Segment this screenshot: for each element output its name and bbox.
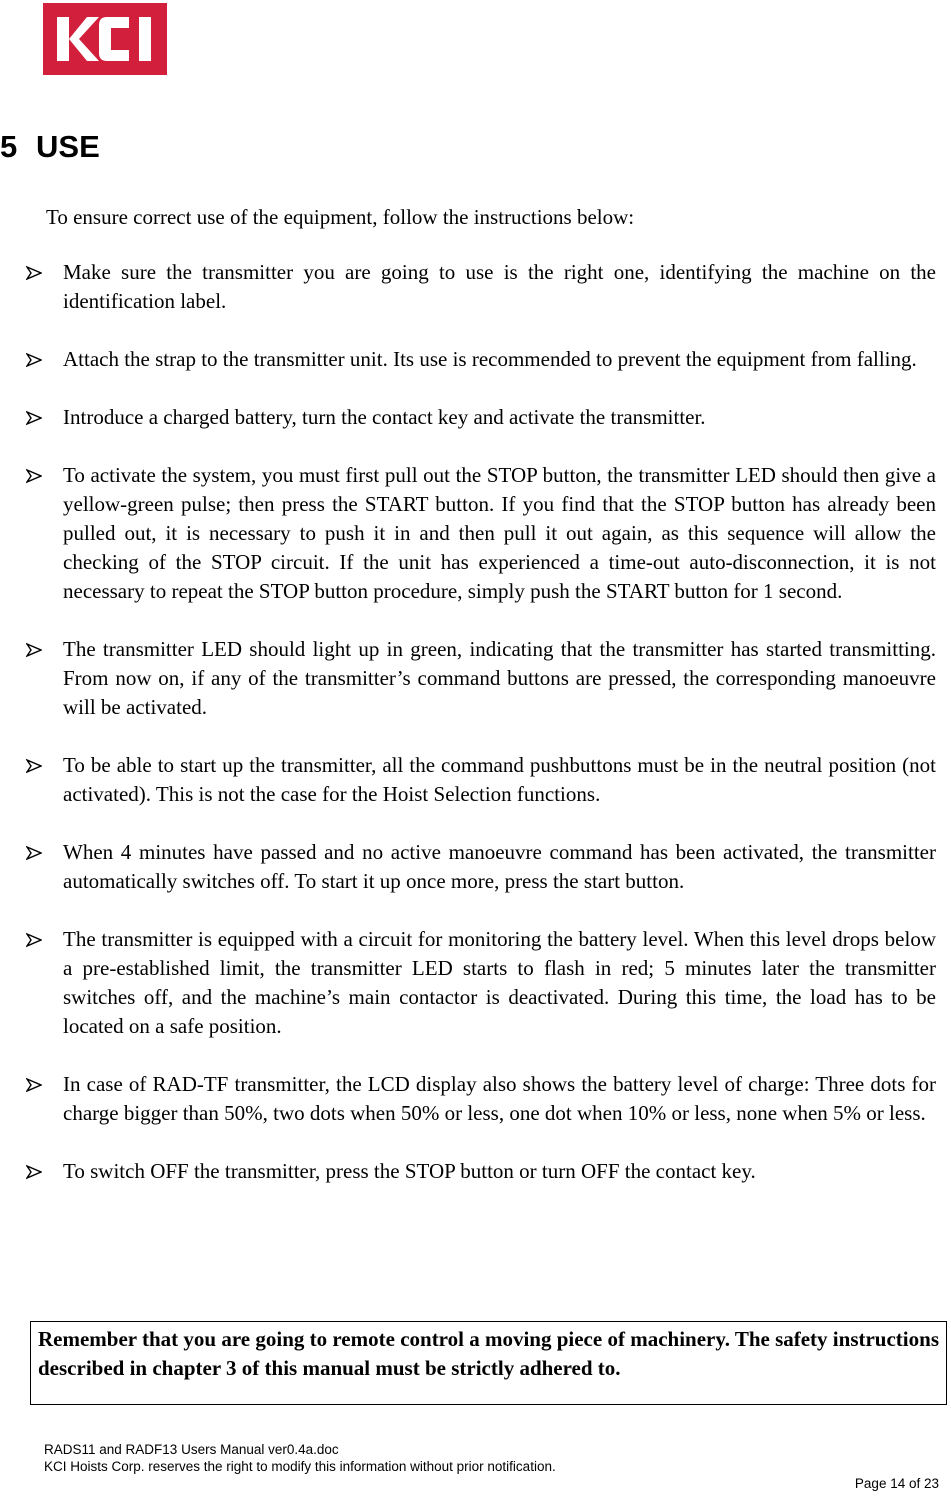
list-item <box>26 461 936 606</box>
list-item-text: The transmitter LED should light up in green, indicating that the transmitter has started transmitting. From now on, if any of the transmitter’s command buttons are pressed, the corresponding manoeuvre will be activated. <box>63 637 936 719</box>
list-item-text: When 4 minutes have passed and no active manoeuvre command has been activated, the transmitter automatically switches off. To start it up once more, press the start button. <box>63 840 936 893</box>
list-item-text: Attach the strap to the transmitter unit. Its use is recommended to prevent the equipment from falling. <box>63 347 917 371</box>
arrow-bullet-icon <box>26 846 42 860</box>
section-title: USE <box>36 129 100 164</box>
arrow-bullet-icon <box>26 1078 42 1092</box>
arrow-bullet-icon <box>26 353 42 367</box>
section-number: 5 <box>0 129 18 164</box>
list-item <box>26 258 936 316</box>
list-item <box>26 751 936 809</box>
list-item-text: Make sure the transmitter you are going to use is the right one, identifying the machine on the identification label. <box>63 260 936 313</box>
list-item-text: To switch OFF the transmitter, press the STOP button or turn OFF the contact key. <box>63 1159 756 1183</box>
arrow-bullet-icon <box>26 1165 42 1179</box>
list-item <box>26 925 936 1041</box>
list-item <box>26 1157 936 1186</box>
list-item <box>26 403 936 432</box>
section-heading <box>0 127 100 167</box>
safety-notice-box <box>30 1321 947 1405</box>
list-item-text: Introduce a charged battery, turn the contact key and activate the transmitter. <box>63 405 706 429</box>
list-item <box>26 635 936 722</box>
list-item-text: The transmitter is equipped with a circuit for monitoring the battery level. When this level drops below a pre-established limit, the transmitter LED starts to flash in red; 5 minutes later the transmitter switches off, and the machine’s main contactor is deactivated. During this time, the load has to be located on a safe position. <box>63 927 936 1038</box>
arrow-bullet-icon <box>26 643 42 657</box>
kci-logo-icon <box>43 3 167 75</box>
arrow-bullet-icon <box>26 266 42 280</box>
intro-text: To ensure correct use of the equipment, follow the instructions below: <box>46 205 635 229</box>
instruction-list <box>26 258 936 1215</box>
page-footer <box>44 1441 939 1492</box>
kci-logo <box>43 3 167 75</box>
arrow-bullet-icon <box>26 933 42 947</box>
safety-notice-text: Remember that you are going to remote control a moving piece of machinery. The safety instructions described in chapter 3 of this manual must be strictly adhered to. <box>38 1327 939 1380</box>
list-item <box>26 345 936 374</box>
arrow-bullet-icon <box>26 759 42 773</box>
footer-disclaimer: KCI Hoists Corp. reserves the right to modify this information without prior notification. <box>44 1459 556 1474</box>
list-item-text: To be able to start up the transmitter, all the command pushbuttons must be in the neutral position (not activated). This is not the case for the Hoist Selection functions. <box>63 753 936 806</box>
footer-page-number: Page 14 of 23 <box>854 1476 939 1491</box>
list-item-text: In case of RAD-TF transmitter, the LCD display also shows the battery level of charge: Three dots for charge bigger than 50%, two dots when 50% or less, one dot when 10% or less, none when 5% or less. <box>63 1072 936 1125</box>
list-item <box>26 1070 936 1128</box>
arrow-bullet-icon <box>26 469 42 483</box>
list-item <box>26 838 936 896</box>
footer-document-name: RADS11 and RADF13 Users Manual ver0.4a.doc <box>44 1442 339 1457</box>
arrow-bullet-icon <box>26 411 42 425</box>
list-item-text: To activate the system, you must first pull out the STOP button, the transmitter LED should then give a yellow-green pulse; then press the START button. If you find that the STOP button has already been pulled out, it is necessary to push it in and then pull it out again, as this sequence will allow the checking of the STOP circuit. If the unit has experienced a time-out auto-disconnection, it is not necessary to repeat the STOP button procedure, simply push the START button for 1 second. <box>63 463 936 603</box>
